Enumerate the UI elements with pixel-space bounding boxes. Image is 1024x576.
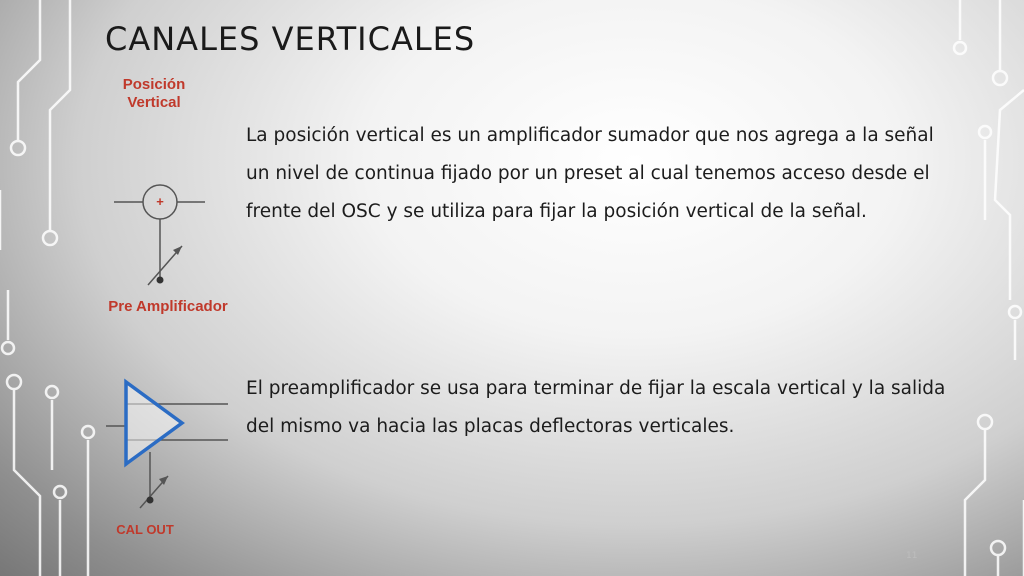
slide-title: CANALES VERTICALES — [105, 20, 476, 58]
label-posicion-vertical: Posición Vertical — [122, 76, 186, 111]
summer-plus-symbol: + — [156, 194, 164, 209]
paragraph-preamplificador: El preamplificador se usa para terminar de fijar la escala vertical y la salida del mismo va hacia las placas deflectoras verticales. — [246, 378, 946, 437]
label-cal-out: CAL OUT — [116, 522, 174, 537]
page-number: 11 — [906, 551, 918, 561]
preamplifier-diagram — [106, 382, 228, 508]
label-pre-amplificador: Pre Amplificador — [108, 298, 228, 315]
paragraph-posicion-vertical: La posición vertical es un amplificador sumador que nos agrega a la señal un nivel de continua fijado por un preset al cual tenemos acceso desde el frente del OSC y se utiliza para fijar la posición vertical de la señal. — [246, 125, 934, 222]
